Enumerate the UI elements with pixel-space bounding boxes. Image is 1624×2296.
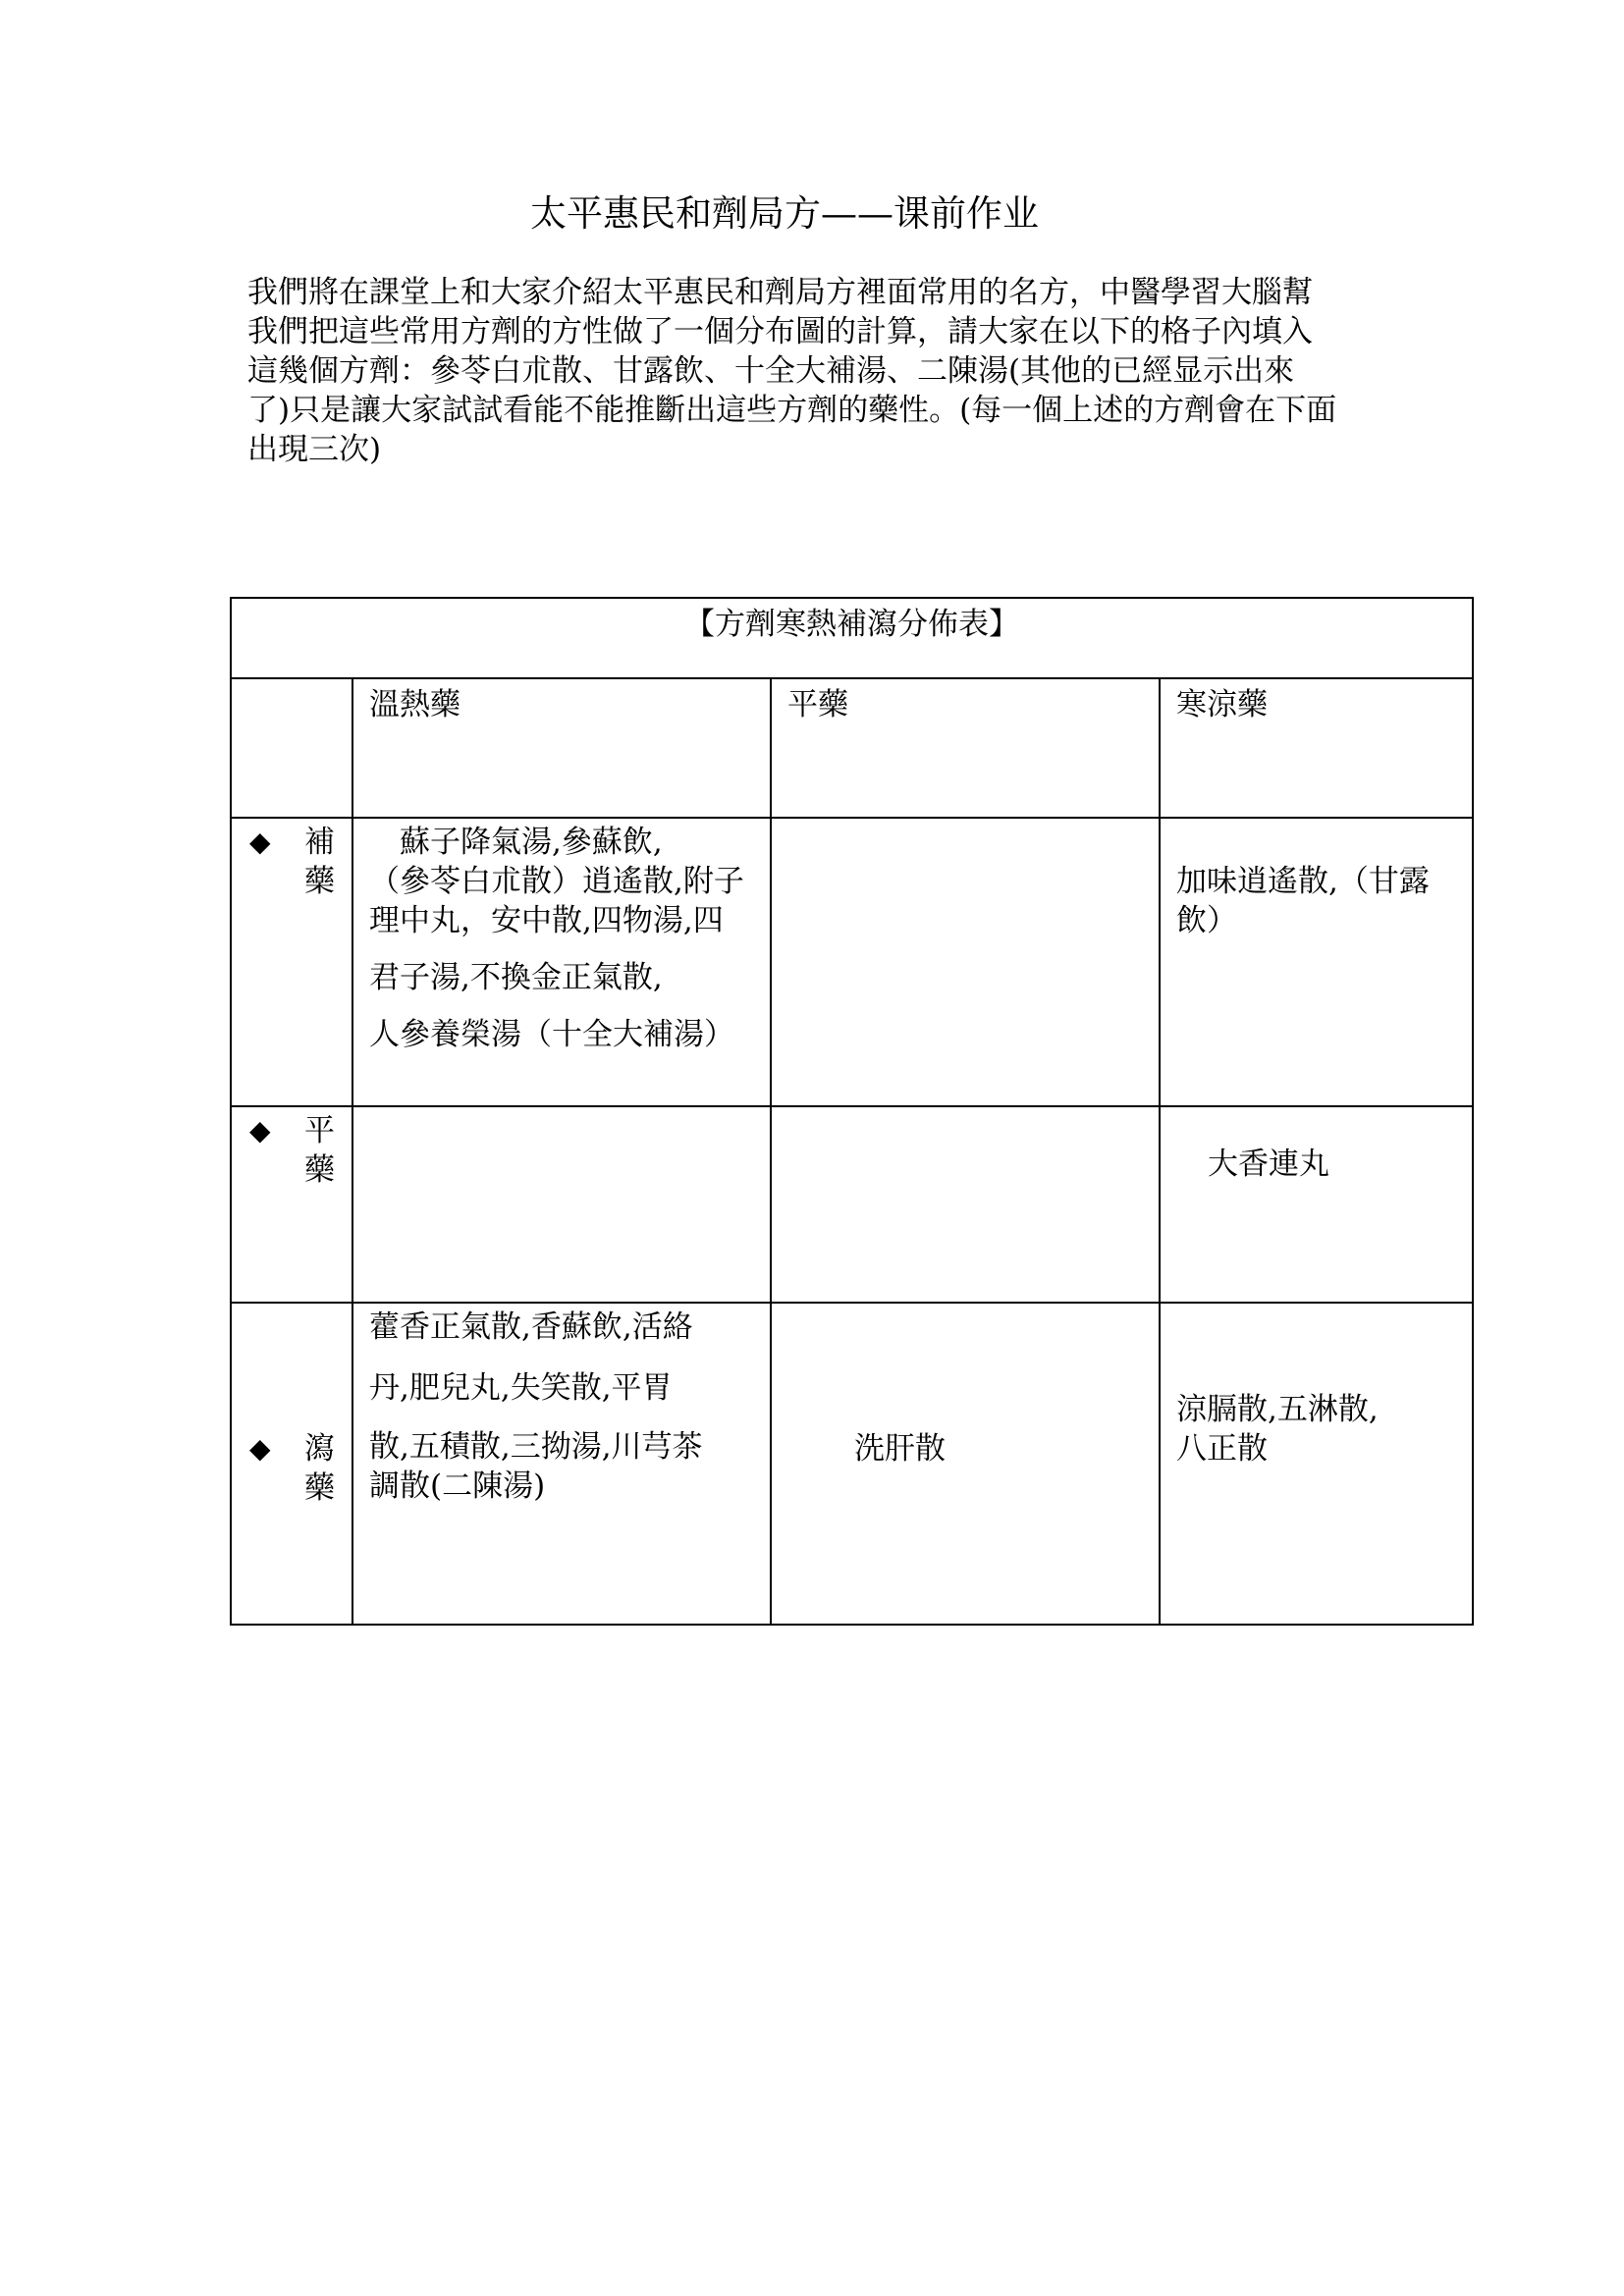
formula-line: 蘇子降氣湯,參蘇飲,	[369, 825, 663, 860]
formula-line: 理中丸，安中散,四物湯,四	[369, 903, 724, 938]
purge-neutral-cell	[854, 1429, 946, 1468]
row-label-char: 藥	[304, 1152, 335, 1188]
formula-line: 丹,肥兒丸,失笑散,平胃	[369, 1370, 673, 1406]
formula-line: 飲）	[1176, 903, 1237, 938]
intro-line: 出現三次)	[247, 432, 382, 467]
tonic-cold-cell	[1176, 862, 1430, 940]
row-divider	[232, 1302, 1472, 1304]
purge-warm-cell	[369, 1308, 703, 1506]
header-warm: 溫熱藥	[369, 687, 460, 722]
header-cold: 寒涼藥	[1176, 687, 1268, 722]
formula-line: 調散(二陳湯)	[369, 1468, 546, 1504]
formula-line: 八正散	[1176, 1431, 1268, 1467]
row-label-char: 藥	[304, 1470, 335, 1506]
neutral-cold-cell	[1208, 1145, 1329, 1184]
column-divider	[770, 677, 772, 1624]
diamond-marker: ◆	[249, 826, 271, 858]
formula-line: （參苓白朮散）逍遙散,附子	[369, 864, 744, 899]
intro-line: 這幾個方劑：參苓白朮散、甘露飲、十全大補湯、二陳湯(其他的已經显示出來	[247, 353, 1295, 389]
formula-line: 人參養榮湯（十全大補湯）	[369, 1017, 734, 1052]
formula-distribution-table	[230, 597, 1474, 1626]
diamond-marker: ◆	[249, 1432, 271, 1465]
row-label-tonic	[304, 823, 335, 901]
intro-line: 我們將在課堂上和大家介紹太平惠民和劑局方裡面常用的名方，中醫學習大腦幫	[247, 275, 1313, 310]
row-label-char: 平	[304, 1113, 335, 1148]
formula-line: 洗肝散	[854, 1431, 946, 1467]
table-caption: 【方劑寒熱補瀉分佈表】	[684, 607, 1019, 642]
row-divider	[232, 817, 1472, 819]
column-divider	[352, 677, 353, 1624]
header-neutral: 平藥	[787, 687, 848, 722]
formula-line: 涼膈散,五淋散,	[1176, 1392, 1379, 1427]
formula-line: 藿香正氣散,香蘇飲,活絡	[369, 1309, 693, 1345]
intro-line: 我們把這些常用方劑的方性做了一個分布圖的計算，請大家在以下的格子內填入	[247, 314, 1313, 349]
tonic-warm-cell	[369, 823, 744, 1054]
formula-line: 大香連丸	[1208, 1147, 1329, 1182]
page-title: 太平惠民和劑局方——课前作业	[530, 192, 1039, 235]
row-label-char: 藥	[304, 864, 335, 899]
intro-paragraph	[247, 273, 1406, 469]
column-divider	[1159, 677, 1161, 1624]
row-label-char: 補	[304, 825, 335, 860]
row-label-purge	[304, 1429, 335, 1508]
diamond-marker: ◆	[249, 1114, 271, 1147]
formula-line: 加味逍遙散,（甘露	[1176, 864, 1430, 899]
row-divider	[232, 677, 1472, 679]
row-label-char: 瀉	[304, 1431, 335, 1467]
row-label-neutral	[304, 1111, 335, 1190]
row-divider	[232, 1105, 1472, 1107]
purge-cold-cell	[1176, 1390, 1379, 1468]
formula-line: 散,五積散,三拗湯,川芎茶	[369, 1429, 703, 1465]
intro-line: 了)只是讓大家試試看能不能推斷出這些方劑的藥性。(每一個上述的方劑會在下面	[247, 393, 1337, 428]
formula-line: 君子湯,不換金正氣散,	[369, 960, 663, 995]
